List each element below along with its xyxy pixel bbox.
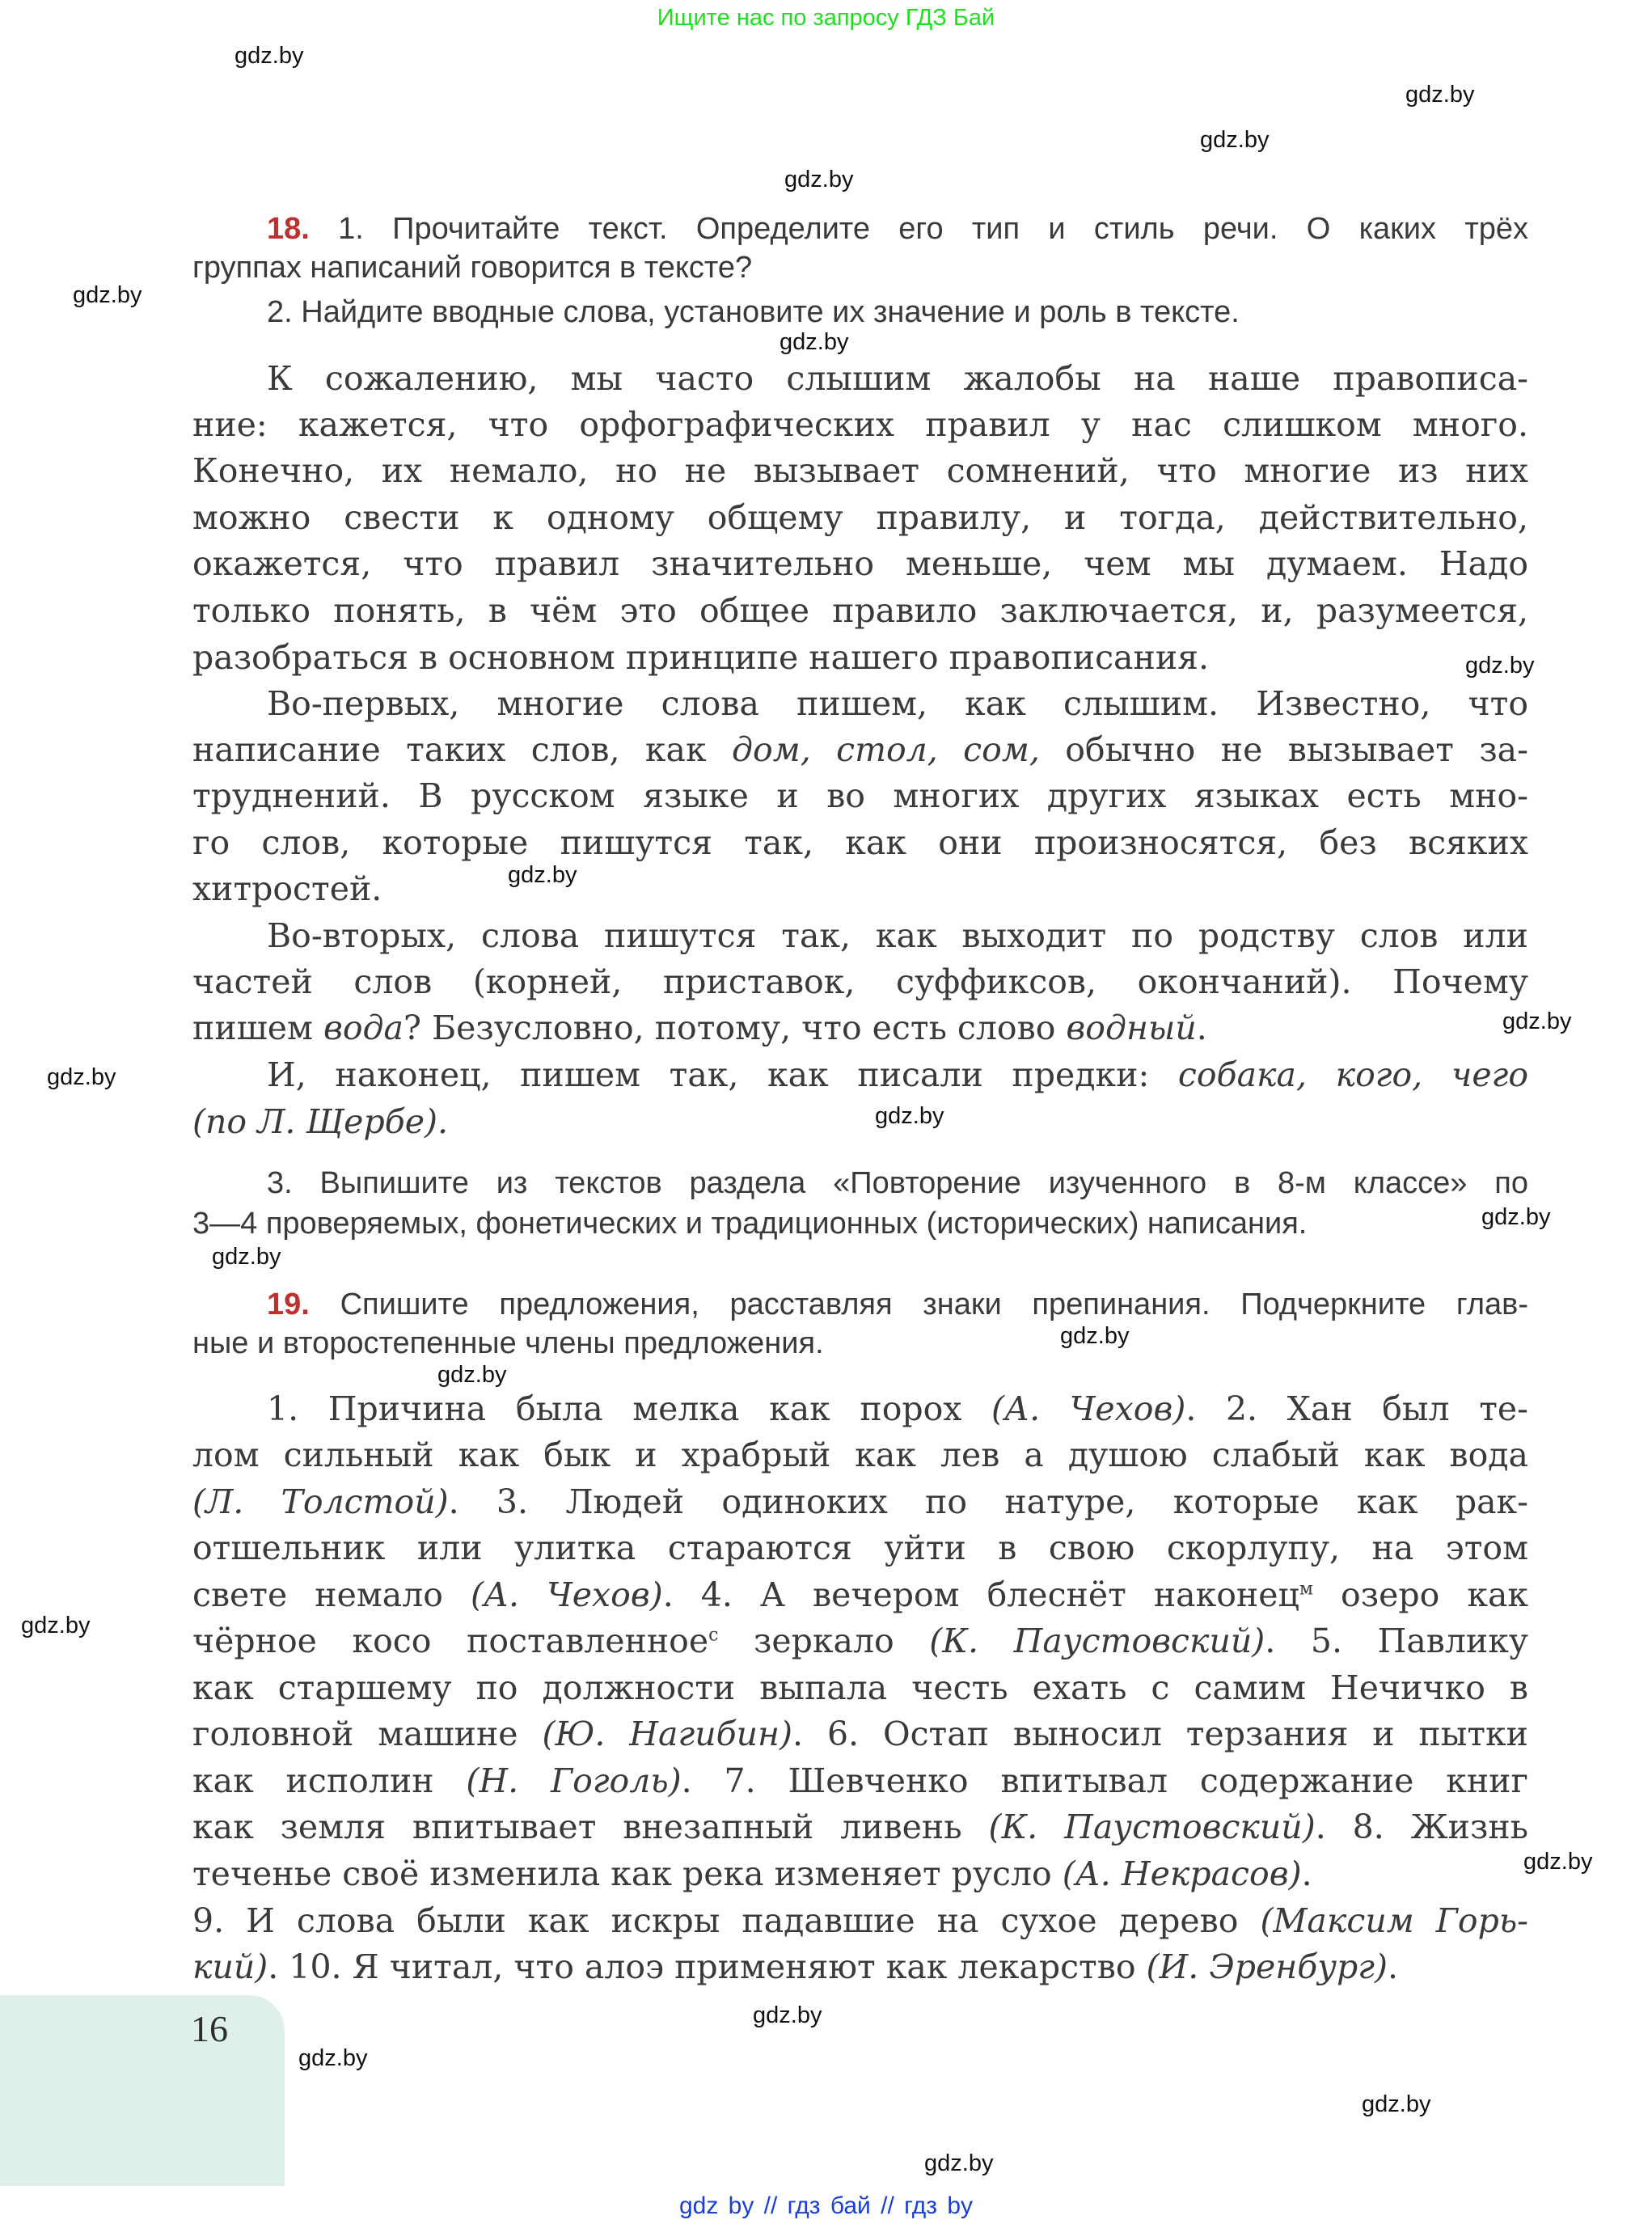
text-line: го слов, которые пишутся так, как они произносятся, без всяких <box>192 823 1528 862</box>
text-line: труднений. В русском языке и во многих других языках есть мно- <box>192 776 1528 815</box>
exercise-line: как старшему по должности выпала честь ехать с самим Нечичко в <box>192 1668 1528 1707</box>
text-line: можно свести к одному общему правилу, и тогда, действительно, <box>192 498 1528 537</box>
text-line: окажется, что правил значительно меньше, чем мы думаем. Надо <box>192 544 1528 583</box>
exercise-line: кий). 10. Я читал, что алоэ применяют как лекарство (И. Эренбург). <box>192 1947 1399 1986</box>
exercise-line: головной машине (Ю. Нагибин). 6. Остап выносил терзания и пытки <box>192 1715 1528 1753</box>
exercise-line: лом сильный как бык и храбрый как лев а душою слабый как вода <box>192 1435 1528 1474</box>
exercise-line: теченье своё изменила как река изменяет русло (А. Некрасов). <box>192 1854 1312 1893</box>
watermark: gdz.by <box>47 1064 116 1090</box>
watermark: gdz.by <box>1405 82 1475 108</box>
task-18-question-3-line-2: 3—4 проверяемых, фонетических и традиционных (исторических) написания. <box>192 1207 1308 1241</box>
text-source: (по Л. Щербе). <box>192 1102 449 1141</box>
watermark: gdz.by <box>437 1362 507 1388</box>
exercise-line: как земля впитывает внезапный ливень (К. Паустовский). 8. Жизнь <box>192 1808 1529 1846</box>
text-line: частей слов (корней, приставок, суффиксов, окончаний). Почему <box>192 962 1528 1001</box>
watermark: gdz.by <box>298 2045 368 2071</box>
task-19-instruction-line-1: 19. Спишите предложения, расставляя знаки препинания. Подчеркните глав- <box>267 1287 1528 1321</box>
watermark: gdz.by <box>1465 653 1535 679</box>
watermark: gdz.by <box>1481 1204 1551 1230</box>
search-banner: Ищите нас по запросу ГДЗ Бай <box>657 5 995 31</box>
exercise-line: 1. Причина была мелка как порох (А. Чехов). 2. Хан был те- <box>267 1389 1528 1428</box>
exercise-line: свете немало (А. Чехов). 4. А вечером блеснёт наконец$^м$ озеро как <box>192 1575 1529 1614</box>
page-number-box <box>0 1995 285 2186</box>
watermark: gdz.by <box>1523 1849 1593 1875</box>
text-line: Конечно, их немало, но не вызывает сомнений, что многие из них <box>192 451 1528 490</box>
watermark: gdz.by <box>924 2150 994 2176</box>
watermark: gdz.by <box>1502 1008 1572 1034</box>
exercise-line: (Л. Толстой). 3. Людей одиноких по натуре, которые как рак- <box>192 1482 1528 1521</box>
watermark: gdz.by <box>508 862 577 888</box>
exercise-line: чёрное косо поставленное$^с$ зеркало (К. Паустовский). 5. Павлику <box>192 1621 1528 1660</box>
task-18-question-1-line-1: 18. 1. Прочитайте текст. Определите его тип и стиль речи. О каких трёх <box>267 212 1529 246</box>
watermark: gdz.by <box>875 1103 944 1129</box>
exercise-line: отшельник или улитка стараются уйти в свою скорлупу, на этом <box>192 1528 1528 1567</box>
text-line: И, наконец, пишем так, как писали предки: собака, кого, чего <box>267 1055 1529 1094</box>
watermark: gdz.by <box>780 329 849 355</box>
task-19-instruction-line-2: ные и второстепенные члены предложения. <box>192 1326 824 1360</box>
watermark: gdz.by <box>1200 127 1270 153</box>
example-words: дом, стол, сом, <box>732 730 1040 769</box>
exercise-line: как исполин (Н. Гоголь). 7. Шевченко впитывал содержание книг <box>192 1761 1528 1800</box>
page-number: 16 <box>191 2008 228 2049</box>
task-18-question-2: 2. Найдите вводные слова, установите их значение и роль в тексте. <box>267 295 1240 329</box>
footer-links: gdz by // гдз бай // гдз by <box>678 2192 974 2219</box>
text-line: пишем вода? Безусловно, потому, что есть слово водный. <box>192 1008 1207 1047</box>
watermark: gdz.by <box>73 282 142 308</box>
task-number: 18. <box>267 212 310 246</box>
watermark: gdz.by <box>753 2002 822 2028</box>
task-18-question-3-line-1: 3. Выпишите из текстов раздела «Повторение изученного в 8-м классе» по <box>267 1166 1528 1200</box>
text-line: Во-вторых, слова пишутся так, как выходит по родству слов или <box>267 916 1528 955</box>
watermark: gdz.by <box>21 1613 91 1638</box>
text-line: разобраться в основном принципе нашего правописания. <box>192 638 1210 677</box>
watermark: gdz.by <box>234 43 304 69</box>
text-line: Во-первых, многие слова пишем, как слышим. Известно, что <box>267 684 1528 723</box>
task-18-question-1-line-2: группах написаний говорится в тексте? <box>192 251 753 285</box>
watermark: gdz.by <box>212 1244 281 1270</box>
text-line: написание таких слов, как дом, стол, сом, обычно не вызывает за- <box>192 730 1528 769</box>
task-number: 19. <box>267 1287 310 1321</box>
text-line: только понять, в чём это общее правило заключается, и, разумеется, <box>192 591 1528 630</box>
exercise-line: 9. И слова были как искры падавшие на сухое дерево (Максим Горь- <box>192 1901 1528 1940</box>
text-line: хитростей. <box>192 869 382 908</box>
text-line: К сожалению, мы часто слышим жалобы на наше правописа- <box>267 359 1528 398</box>
watermark: gdz.by <box>1060 1323 1130 1349</box>
watermark: gdz.by <box>784 167 854 192</box>
text-line: ние: кажется, что орфографических правил у нас слишком много. <box>192 405 1528 444</box>
watermark: gdz.by <box>1362 2091 1431 2117</box>
